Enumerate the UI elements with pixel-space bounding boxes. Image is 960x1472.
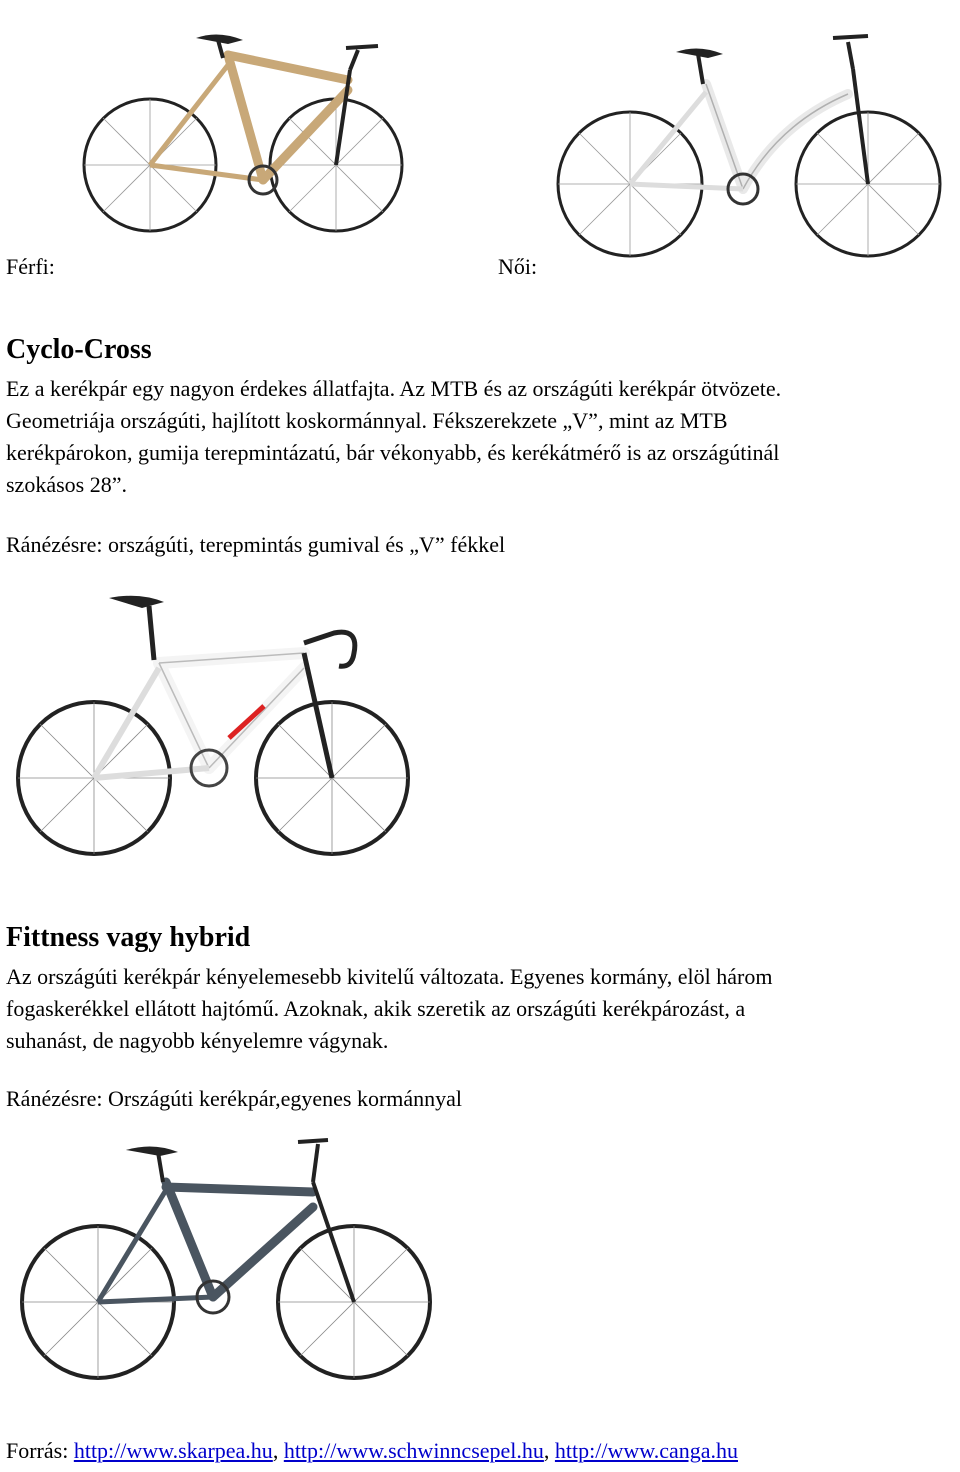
paragraph-line: suhanást, de nagyobb kényelemre vágynak. — [6, 1028, 389, 1053]
fitness-title: Fittness vagy hybrid — [6, 922, 251, 953]
men-bike-image — [78, 10, 408, 238]
paragraph-line: Az országúti kerékpár kényelemesebb kivitelű változata. Egyenes kormány, elöl három — [6, 964, 773, 989]
cyclo-cross-glance: Ránézésre: országúti, terepmintás gumival és „V” fékkel — [6, 532, 506, 557]
link-separator: , — [272, 1438, 284, 1463]
cross-bike-image — [14, 588, 414, 860]
hybrid-bike-image — [18, 1122, 436, 1384]
source-link-skarpea[interactable]: http://www.skarpea.hu — [73, 1438, 273, 1463]
women-caption: Női: — [498, 254, 538, 279]
fitness-glance: Ránézésre: Országúti kerékpár,egyenes kormánnyal — [6, 1086, 463, 1111]
paragraph-line: kerékpárokon, gumija terepmintázatú, bár vékonyabb, és kerékátmérő is az országútinál — [6, 440, 780, 465]
sources-label: Forrás: — [6, 1438, 74, 1463]
paragraph-line: Ez a kerékpár egy nagyon érdekes állatfajta. Az MTB és az országúti kerékpár ötvözete. — [6, 376, 782, 401]
paragraph-line: Geometriája országúti, hajlított koskormánnyal. Fékszerekzete „V”, mint az MTB — [6, 408, 728, 433]
cyclo-cross-title: Cyclo-Cross — [6, 334, 152, 365]
source-link-schwinncsepel[interactable]: http://www.schwinncsepel.hu — [283, 1438, 544, 1463]
link-separator: , — [543, 1438, 555, 1463]
men-caption: Férfi: — [6, 254, 55, 279]
paragraph-line: szokásos 28”. — [6, 472, 127, 497]
paragraph-line: fogaskerékkel ellátott hajtómű. Azoknak, akik szeretik az országúti kerékpározást, a — [6, 996, 746, 1021]
sources-footer — [6, 1436, 738, 1466]
source-link-canga[interactable]: http://www.canga.hu — [554, 1438, 738, 1463]
women-bike-image — [548, 14, 953, 260]
